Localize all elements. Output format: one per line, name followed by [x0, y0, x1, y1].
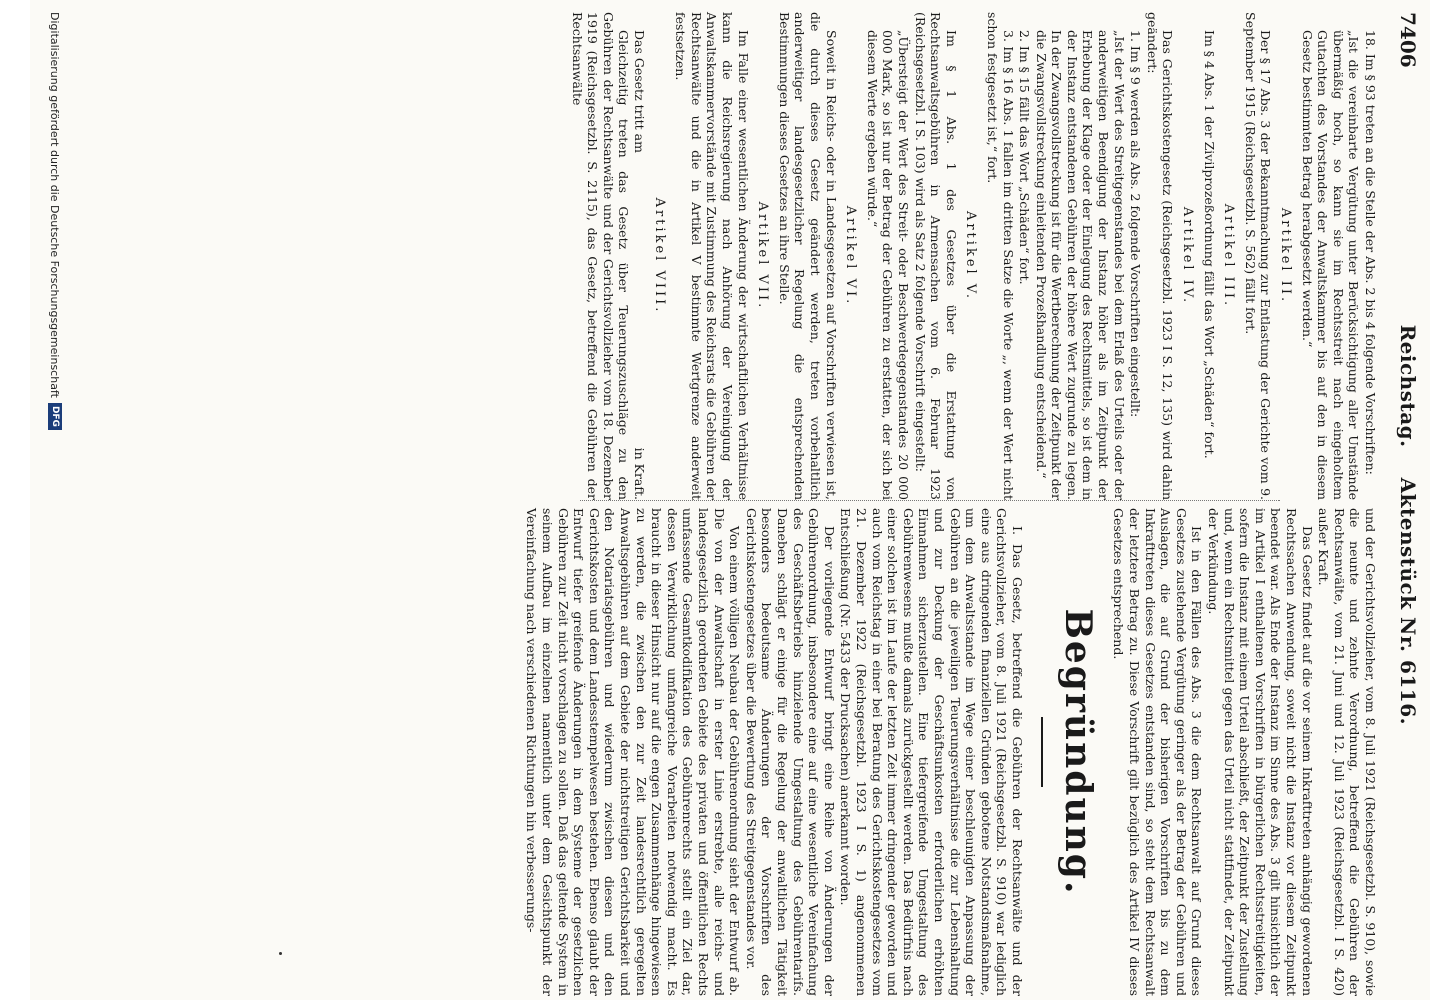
digitization-credit — [48, 12, 62, 430]
article-2-heading: Artikel II. — [1278, 207, 1294, 305]
article-4-item-2: 2. Im § 15 fällt das Wort „Schäden“ fort. — [1017, 30, 1033, 285]
credit-text: Digitalisierung gefördert durch die Deutsche Forschungsgemeinschaft — [48, 12, 62, 398]
article-3-heading: Artikel III. — [1221, 203, 1237, 309]
section-title: Begründung. — [1056, 608, 1099, 896]
rotated-document-page — [30, 0, 1430, 1000]
running-head-right: Aktenstück Nr. 6116. — [1396, 477, 1420, 726]
transition-paragraph-2: Ist in den Fällen des Abs. 3 die dem Rechtsanwalt auf Grund dieses Gesetzes zustehende Vergütung geringer als der Betrag der Gebühren und Auslagen, die auf Grund der bisherigen Vorschriften bis zu dem Inkrafttreten dieses Gesetzes entstanden sind, so steht dem Rechtsanwalt der letztere Betrag zu. Diese Vorschrift gilt bezüglich des Artikel IV dieses Gesetzes entsprechend. — [1111, 508, 1205, 996]
page-number: 7406 — [1396, 12, 1420, 68]
article-6-text: Soweit in Reichs- oder in Landesgesetzen auf Vorschriften verwiesen ist, die durch dieses Gesetz geändert werden, treten vorbehaltlich anderweitiger landesgesetzlicher Regelung die entsprechenden Bestimmungen dieses Gesetzes an ihre Stelle. — [776, 12, 839, 500]
article-8-enact-right: in Kraft. — [632, 447, 648, 500]
article-5-heading: Artikel V. — [963, 210, 979, 302]
dfg-logo: DFG — [48, 403, 62, 430]
column-divider — [580, 500, 1280, 501]
article-6-heading: Artikel VI. — [843, 205, 859, 307]
scan-speck — [279, 952, 282, 955]
running-head — [1396, 325, 1420, 726]
article-7-text: Im Falle einer wesentlichen Änderung der wirtschaftlichen Verhältnisse kann die Reichsregierung nach Anhörung der Vereinigung der Anwaltskammervorstände mit Zustimmung des Reichsrats die Gebühren der Rechtsanwälte und die in Artikel V bestimmte Wertgrenze anderweit festsetzen. — [673, 12, 751, 500]
running-head-left: Reichstag. — [1396, 324, 1420, 448]
article-8-heading: Artikel VIII. — [651, 197, 667, 315]
article-4-heading: Artikel IV. — [1180, 206, 1196, 306]
article-4-quote: „Ist der Wert des Streitgegenstandes bei dem Erlaß des Urteils oder der anderweitigen Beendigung der Instanz höher als im Zeitpunkt der Erhebung der Klage oder der Einlegung des Rechtsmittels, so ist dem in der Instanz entstandenen Gebühren der höhere Wert zugrunde zu legen. In der Zwangsvollstreckung ist für die Wertberechnung der Zeitpunkt der die Zwangsvollstreckung einleitenden Prozeßhandlung entscheidend.“ — [1033, 30, 1127, 500]
article-2-text: Der § 17 Abs. 3 der Bekanntmachung zur Entlastung der Gerichte vom 9. September 1915 (Reichsgesetzbl. S. 562) fällt fort. — [1242, 12, 1274, 500]
quote-18: „Ist die vereinbarte Vergütung unter Berücksichtigung aller Umstände übermäßig hoch, so kann sie im Rechtsstreit nach eingeholtem Gutachten des Vorstandes der Anwaltskammer bis auf den in diesem Gesetz bestimmten Betrag herabgesetzt werden.“ — [1299, 30, 1362, 500]
article-8-enactment — [631, 12, 647, 500]
page-header — [1380, 12, 1420, 982]
left-column — [568, 12, 1378, 500]
article-3-text: Im § 4 Abs. 1 der Zivilprozeßordnung fällt das Wort „Schäden“ fort. — [1201, 30, 1217, 459]
article-4-intro: Das Gerichtskostengesetz (Reichsgesetzbl. 1923 I S. 12, 135) wird dahin geändert: — [1144, 12, 1176, 500]
rationale-paragraph-1: I. Das Gesetz, betreffend die Gebühren der Rechtsanwälte und der Gerichtsvollzieher, vom 8. Juli 1921 (Reichsgesetzbl. S. 910) war lediglich eine aus dringenden finanziellen Gründen gebotene Notstandsmaßnahme, um dem Anwaltsstande im Wege einer beschleunigten Anpassung der Gebühren an die jeweiligen Teuerungsverhältnisse die zur Lebenshaltung und zur Deckung der Geschäftsunkosten erforderlichen erhöhten Einnahmen sicherzustellen. Eine tiefergreifende Umgestaltung des Gebührenwesens mußte damals zurückgestellt werden. Das Bedürfnis nach einer solchen ist im Laufe der letzten Zeit immer dringender geworden und auch vom Reichstag in einer bei Beratung des Gerichtskostengesetzes vom 21. Dezember 1922 (Reichsgesetzbl. 1923 I S. 1) angenommenen Entschließung (Nr. 5433 der Drucksachen) anerkannt worden. — [838, 508, 1025, 996]
section-rule — [1041, 717, 1043, 787]
rationale-paragraph-2: Der vorliegende Entwurf bringt eine Reihe von Änderungen der Gebührenordnung, insbesondere eine auf eine wesentliche Vereinfachung des Geschäftsbetriebs hinzielende Umgestaltung des Gebührentarifs. Daneben schlägt er einige für die Regelung der anwaltlichen Tätigkeit besonders bedeutsame Änderungen der Vorschriften des Gerichtskostengesetzes über die Bewertung des Streitgegenstandes vor. — [743, 508, 837, 996]
article-7-heading: Artikel VII. — [755, 201, 771, 311]
article-4-item-1: 1. Im § 9 werden als Abs. 2 folgende Vorschriften eingestellt: — [1128, 30, 1144, 418]
paragraph-18: 18. Im § 93 treten an die Stelle der Abs. 2 bis 4 folgende Vorschriften: — [1363, 30, 1378, 475]
article-8-enact-left: Das Gesetz tritt am — [632, 30, 648, 153]
article-8-text: Gleichzeitig treten das Gesetz über Teuerungszuschläge zu den Gebühren der Rechtsanwälte und der Gerichtsvollzieher vom 18. Dezember 1919 (Reichsgesetzbl. S. 2115), das Gesetz, betreffend die Gebühren der Rechtsanwälte — [569, 12, 632, 500]
right-column — [523, 508, 1378, 996]
transition-paragraph-1: Das Gesetz findet auf die vor seinem Inkrafttreten anhängig gewordenen Rechtssachen Anwendung, soweit nicht die Instanz vor diesem Zeitpunkt beendet war. Als Ende der Instanz im Sinne des Abs. 3 gilt hinsichtlich der im Artikel I enthaltenen Vorschriften in bürgerlichen Rechtsstreitigkeiten, sofern die Instanz mit einem Urteil abschließt, der Zeitpunkt der Zustellung und, wenn ein Rechtsmittel gegen das Urteil nicht stattfindet, der Zeitpunkt der Verkündung. — [1206, 508, 1315, 996]
article-4-item-3: 3. Im § 16 Abs. 1 fallen im dritten Satze die Worte „, wenn der Wert nicht schon festgesetzt ist,“ fort. — [984, 12, 1016, 500]
rationale-paragraph-3: Von einem völligen Neubau der Gebührenordnung sieht der Entwurf ab. Die von der Anwaltschaft in erster Linie erstrebte, alle reichs- und landesgesetzlich geordneten Gebiete des privaten und öffentlichen Rechts umfassende Gesamtkodifikation des Gebührenrechts stellt ein Ziel dar, dessen Verwirklichung umfangreiche Vorarbeiten notwendig macht. Es braucht in dieser Hinsicht nur auf die engen Zusammenhänge hingewiesen zu werden, die zwischen den zur Zeit landesrechtlich geregelten Anwaltsgebühren auf dem Gebiete der nichtstreitigen Gerichtsbarkeit und den Notariatsgebühren und wiederum zwischen diesen und den Gerichtskosten und dem Landesstempelwesen bestehen. Ebenso glaubt der Entwurf tiefer greifende Änderungen in dem Systeme der gesetzlichen Gebühren zur Zeit nicht vorschlagen zu sollen. Daß das geltende System in seinem Aufbau im einzelnen namentlich unter dem Gesichtspunkt der Vereinfachung nach verschiedenen Richtungen hin verbesserungs- — [524, 508, 743, 996]
article-5-quote: „Übersteigt der Wert des Streit- oder Beschwerdegegenstandes 20 000 000 Mark, so ist nur der Betrag der Gebühren zu erstatten, der sich bei diesem Werte ergeben würde.“ — [864, 30, 911, 500]
article-5-text: Im § 1 Abs. 1 des Gesetzes über die Erstattung von Rechtsanwaltsgebühren in Armensachen vom 6. Februar 1923 (Reichsgesetzbl. I S. 103) wird als Satz 2 folgende Vorschrift eingestellt: — [912, 12, 959, 500]
continuation-paragraph: und der Gerichtsvollzieher, vom 8. Juli 1921 (Reichsgesetzbl. S. 910), sowie die neunte und zehnte Verordnung, betreffend die Gebühren der Rechtsanwälte, vom 21. Juni und 12. Juli 1923 (Reichsgesetzbl. I S. 420) außer Kraft. — [1316, 508, 1378, 996]
